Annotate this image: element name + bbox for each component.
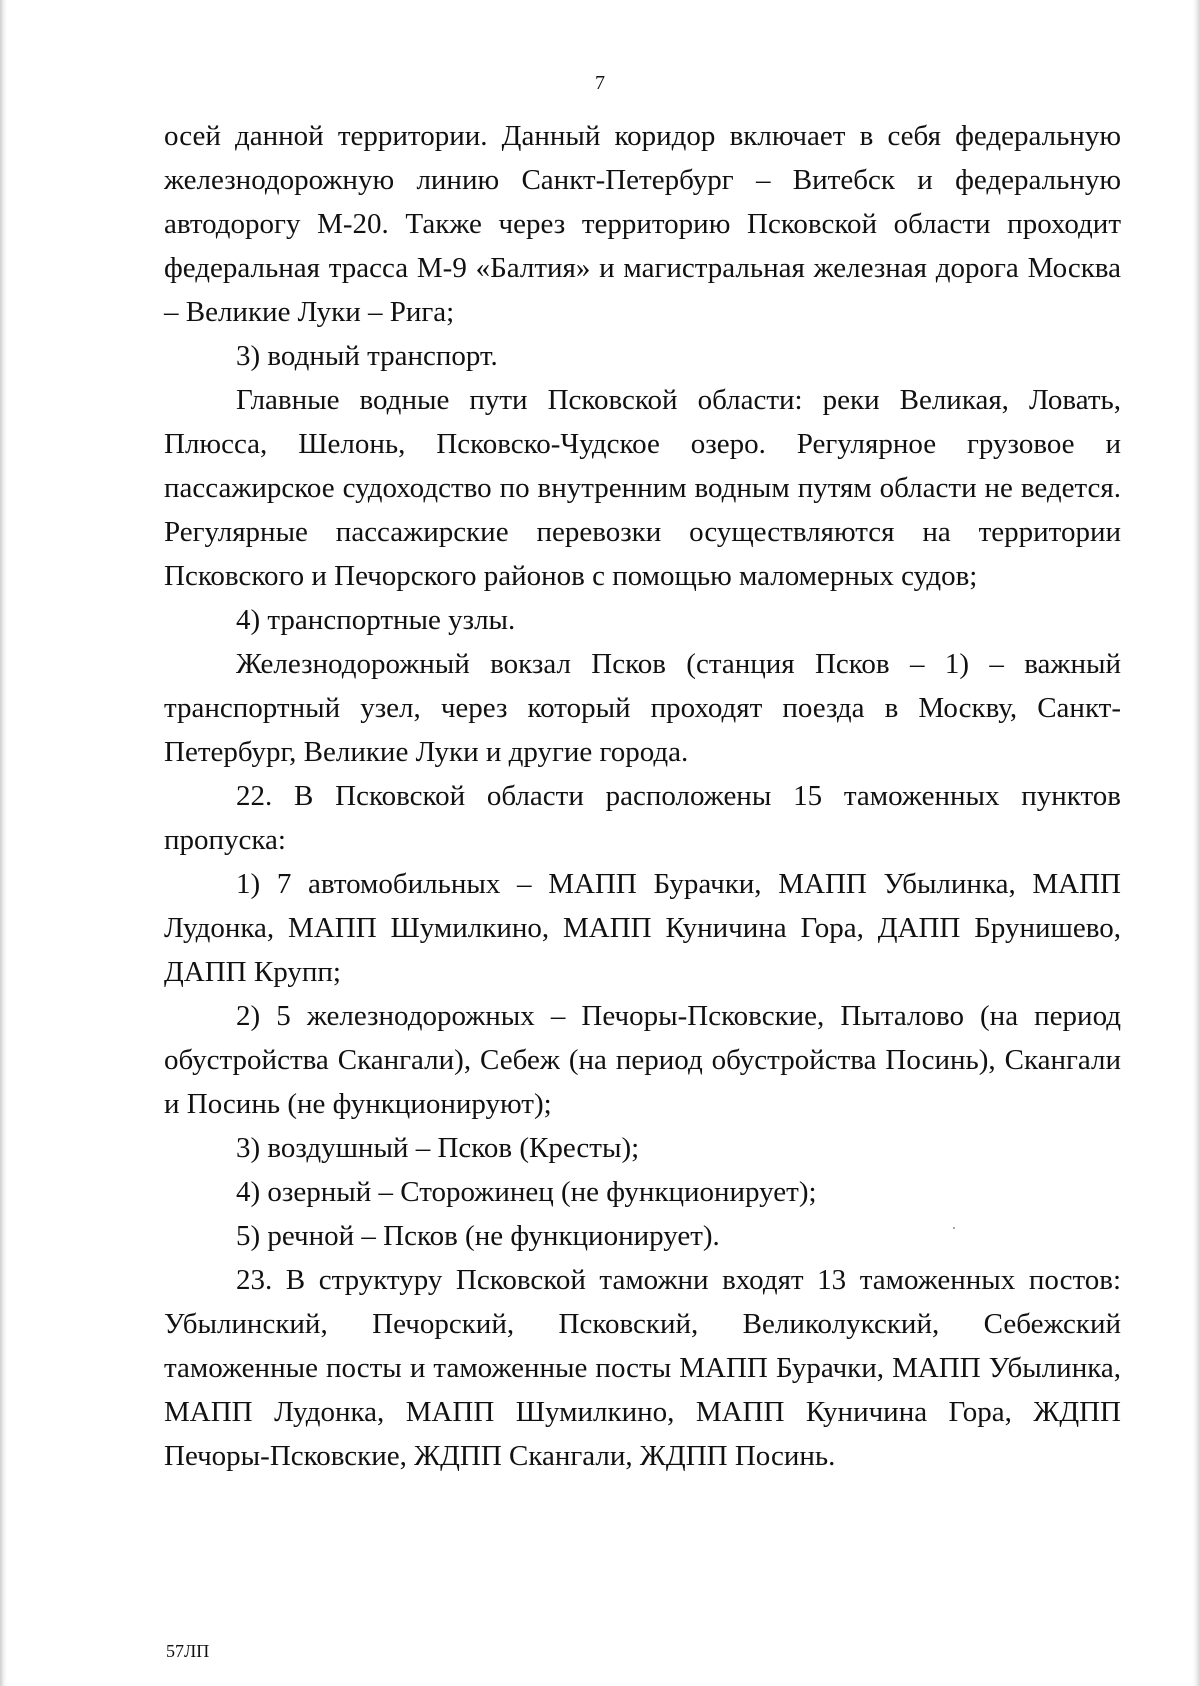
document-body: [164, 114, 1121, 1478]
footer-code: 57ЛП: [166, 1641, 210, 1661]
scan-edge-right: [1192, 0, 1200, 1686]
scan-speck: [953, 1227, 955, 1229]
paragraph-corridor: осей данной территории. Данный коридор включает в себя федеральную железнодорожную линию Санкт-Петербург – Витебск и федеральную автодорогу М-20. Также через территорию Псковской области проходит федеральная трасса М-9 «Балтия» и магистральная железная дорога Москва – Великие Луки – Рига;: [164, 120, 1121, 328]
paragraph-automobile-checkpoints: 1) 7 автомобильных – МАПП Бурачки, МАПП Убылинка, МАПП Лудонка, МАПП Шумилкино, МАПП Куничина Гора, ДАПП Брунишево, ДАПП Крупп;: [164, 868, 1121, 988]
paragraph-river-checkpoint: 5) речной – Псков (не функционирует).: [236, 1220, 720, 1252]
paragraph-item-23: 23. В структуру Псковской таможни входят 13 таможенных постов: Убылинский, Печорский, Псковский, Великолукский, Себежский таможенные посты и таможенные посты МАПП Бурачки, МАПП Убылинка, МАПП Лудонка, МАПП Шумилкино, МАПП Куничина Гора, ЖДПП Печоры-Псковские, ЖДПП Скангали, ЖДПП Посинь.: [164, 1264, 1121, 1472]
paragraph-lake-checkpoint: 4) озерный – Сторожинец (не функционирует);: [236, 1176, 817, 1208]
page-number: 7: [595, 72, 605, 94]
paragraph-water-transport-heading: 3) водный транспорт.: [236, 340, 498, 372]
paragraph-railway-checkpoints: 2) 5 железнодорожных – Печоры-Псковские, Пыталово (на период обустройства Скангали), Себеж (на период обустройства Посинь), Скангали и Посинь (не функционируют);: [164, 1000, 1121, 1120]
scan-edge-left: [0, 0, 7, 1686]
paragraph-railway-station: Железнодорожный вокзал Псков (станция Псков – 1) – важный транспортный узел, через который проходят поезда в Москву, Санкт-Петербург, Великие Луки и другие города.: [164, 648, 1121, 768]
paragraph-item-22: 22. В Псковской области расположены 15 таможенных пунктов пропуска:: [164, 780, 1121, 856]
paragraph-water-routes: Главные водные пути Псковской области: реки Великая, Ловать, Плюсса, Шелонь, Псковско-Чудское озеро. Регулярное грузовое и пассажирское судоходство по внутренним водным путям области не ведется. Регулярные пассажирские перевозки осуществляются на территории Псковского и Печорского районов с помощью маломерных судов;: [164, 384, 1121, 592]
paragraph-transport-hubs-heading: 4) транспортные узлы.: [236, 604, 516, 636]
paragraph-air-checkpoint: 3) воздушный – Псков (Кресты);: [236, 1132, 640, 1164]
